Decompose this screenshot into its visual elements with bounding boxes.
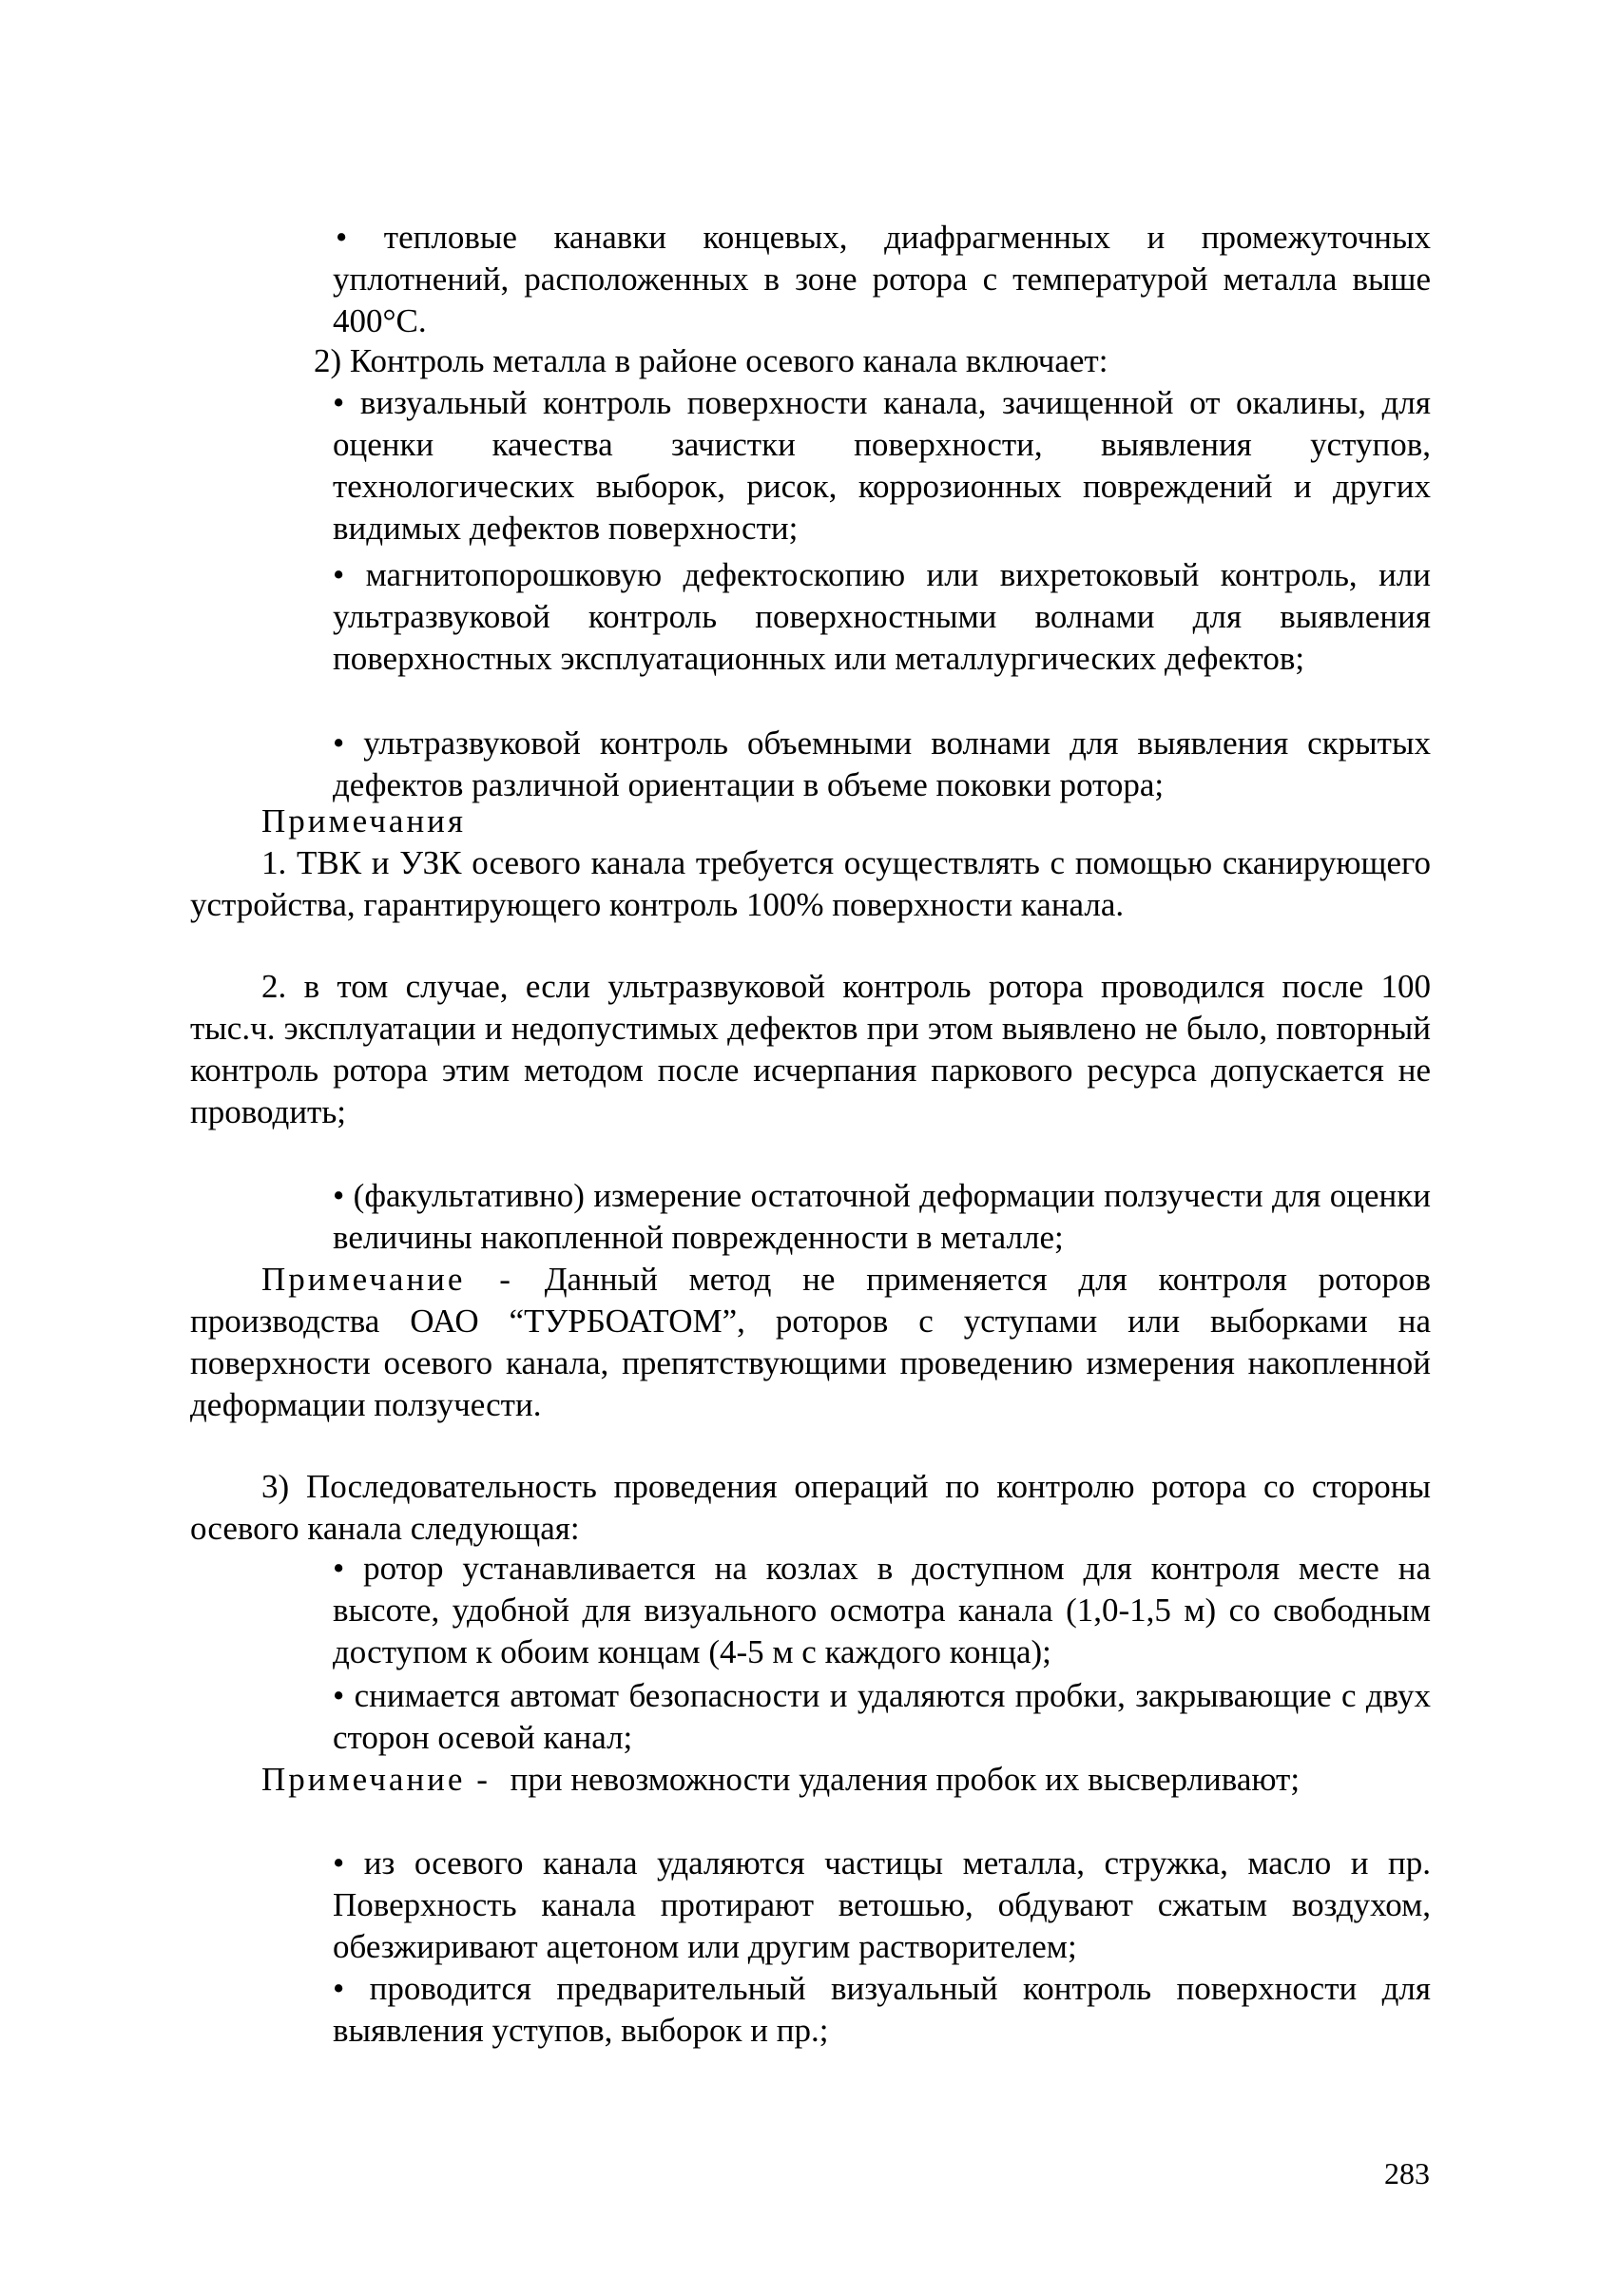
bullet-rotor-placement: • ротор устанавливается на козлах в доступном для контроля месте на высоте, удобной для визуального осмотра канала (1,0-1,5 м) со свободным доступом к обоим концам (4-5 м с каждого конца); <box>333 1550 1431 1670</box>
bullet-clean-channel: • из осевого канала удаляются частицы металла, стружка, масло и пр. Поверхность канала протирают ветошью, обдувают сжатым воздухом, обезжиривают ацетоном или другим растворителем; <box>333 1844 1431 1965</box>
bullet-preliminary-visual: • проводится предварительный визуальный контроль поверхности для выявления уступов, выборок и пр.; <box>333 1970 1431 2049</box>
bullet-remove-plugs: • снимается автомат безопасности и удаляются пробки, закрывающие с двух сторон осевой канал; <box>333 1677 1431 1756</box>
bullet-magnetic-eddy: • магнитопорошковую дефектоскопию или вихретоковый контроль, или ультразвуковой контроль поверхностными волнами для выявления поверхностных эксплуатационных или металлургических дефектов; <box>333 556 1431 677</box>
note-2: 2. в том случае, если ультразвуковой контроль ротора проводился после 100 тыс.ч. эксплуатации и недопустимых дефектов при этом выявлено не было, повторный контроль ротора этим методом после исчерпания паркового ресурса допускается не проводить; <box>190 968 1431 1130</box>
note-label: Примечание - <box>261 1261 513 1298</box>
note-1: 1. ТВК и УЗК осевого канала требуется осуществлять с помощью сканирующего устройства, гарантирующего контроль 100% поверхности канала. <box>190 844 1431 923</box>
section-2-heading: 2) Контроль металла в районе осевого канала включает: <box>314 342 1108 379</box>
bullet-ultrasonic-volume: • ультразвуковой контроль объемными волнами для выявления скрытых дефектов различной ориентации в объеме поковки ротора; <box>333 724 1431 803</box>
bullet-thermal-grooves: • тепловые канавки концевых, диафрагменных и промежуточных уплотнений, расположенных в зоне ротора с температурой металла выше 400°С. <box>333 219 1431 339</box>
note-text: при невозможности удаления пробок их высверливают; <box>510 1761 1301 1798</box>
notes-heading: Примечания <box>261 802 467 839</box>
note-drilling <box>261 1759 1431 1801</box>
note-method-exclusion <box>190 1259 1431 1426</box>
section-3-heading: 3) Последовательность проведения операций по контролю ротора со стороны осевого канала следующая: <box>190 1468 1431 1547</box>
page-number: 283 <box>1384 2156 1430 2190</box>
bullet-visual-inspection: • визуальный контроль поверхности канала, зачищенной от окалины, для оценки качества зачистки поверхности, выявления уступов, технологических выборок, рисок, коррозионных повреждений и других видимых дефектов поверхности; <box>333 384 1431 547</box>
bullet-creep-measurement: • (факультативно) измерение остаточной деформации ползучести для оценки величины накопленной поврежденности в металле; <box>333 1177 1431 1256</box>
note-label: Примечание - <box>261 1761 491 1798</box>
note-text: Данный метод не применяется для контроля роторов производства ОАО “ТУРБОАТОМ”, роторов с уступами или выборками на поверхности осевого канала, препятствующими проведению измерения накопленной деформации ползучести. <box>190 1261 1432 1423</box>
